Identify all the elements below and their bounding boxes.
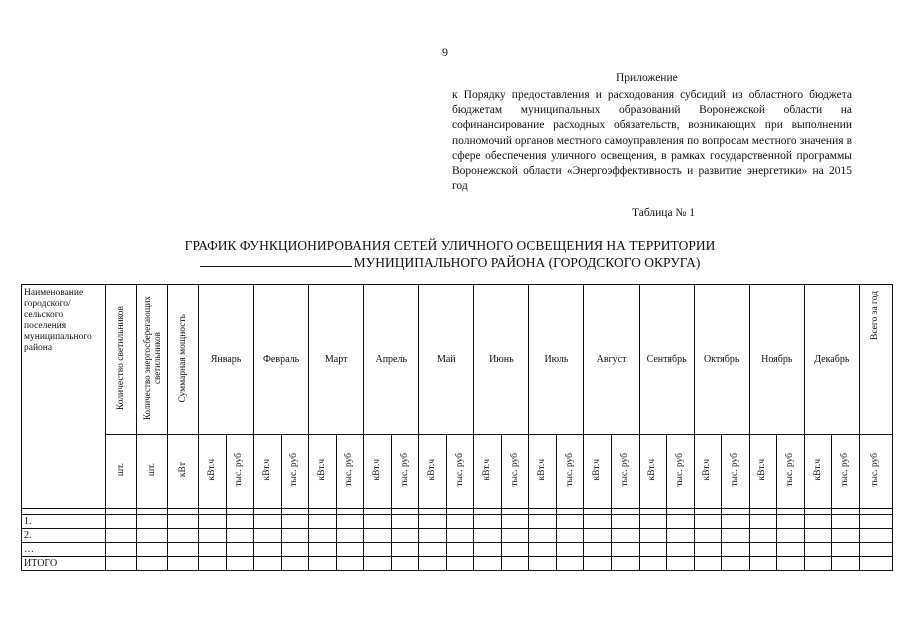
unit-text: тыс. руб: [729, 453, 740, 487]
appendix-title: Приложение: [616, 72, 678, 84]
table-cell: [364, 515, 392, 529]
table-cell: [446, 515, 474, 529]
unit-rub: [446, 435, 474, 509]
table-cell: [419, 529, 447, 543]
table-cell: [168, 529, 199, 543]
table-cell: [612, 515, 640, 529]
document-title: [150, 238, 750, 271]
table-header-row-2: [22, 435, 893, 509]
unit-text: тыс. руб: [870, 453, 881, 487]
table-cell: [137, 557, 168, 571]
table-cell: [529, 515, 557, 529]
table-cell: [667, 543, 695, 557]
month-header: Ноябрь: [749, 285, 804, 435]
table-cell: [501, 557, 529, 571]
table-cell: [419, 515, 447, 529]
unit-rub: [667, 435, 695, 509]
unit-text: кВт.ч: [427, 459, 438, 481]
table-row: [22, 515, 893, 529]
row-label: 2.: [22, 529, 106, 543]
table-cell: [556, 515, 584, 529]
table-cell: [391, 557, 419, 571]
table-row: [22, 543, 893, 557]
table-cell: [419, 557, 447, 571]
header-total-power-text: Суммарная мощность: [177, 313, 188, 403]
header-lamp-count-text: Количество светильников: [115, 305, 126, 411]
unit-text: тыс. руб: [399, 453, 410, 487]
table-cell: [474, 529, 502, 543]
table-cell: [556, 529, 584, 543]
unit-rub: [832, 435, 860, 509]
table-row: [22, 529, 893, 543]
table-cell: [612, 543, 640, 557]
table-cell: [667, 557, 695, 571]
table-cell: [391, 515, 419, 529]
month-header: Апрель: [364, 285, 419, 435]
unit-kwh: [199, 435, 227, 509]
table-cell: [832, 543, 860, 557]
table-cell: [106, 557, 137, 571]
month-header: Январь: [199, 285, 254, 435]
month-header: Август: [584, 285, 639, 435]
table-cell: [777, 543, 805, 557]
schedule-table: [21, 284, 893, 571]
table-cell: [584, 529, 612, 543]
unit-text: кВт.ч: [702, 459, 713, 481]
table-cell: [137, 529, 168, 543]
table-cell: [639, 529, 667, 543]
table-cell: [529, 529, 557, 543]
table-cell: [168, 543, 199, 557]
unit-text: кВт.ч: [592, 459, 603, 481]
table-cell: [749, 529, 777, 543]
unit-rub: [556, 435, 584, 509]
table-cell: [804, 543, 832, 557]
table-cell: [309, 543, 337, 557]
table-cell: [391, 529, 419, 543]
table-cell: [254, 543, 282, 557]
title-blank-line: [200, 254, 352, 267]
unit-kwh: [364, 435, 392, 509]
table-cell: [777, 515, 805, 529]
unit-kwh: [804, 435, 832, 509]
table-cell: [722, 543, 750, 557]
unit-text: кВт.ч: [206, 459, 217, 481]
appendix-text: к Порядку предоставления и расходования субсидий из областного бюджета бюджетам муниципальных образований Воронежской области на софинансирование расходных обязательств, возникающих при выполнении полномочий органов местного самоуправления по вопросам местного значения в сфере обеспечения уличного освещения, в рамках государственной программы Воронежской области «Энергоэффективность и развитие энергетики» на 2015 год: [452, 89, 852, 193]
month-header: Февраль: [254, 285, 309, 435]
table-cell: [137, 515, 168, 529]
table-cell: [859, 515, 892, 529]
table-cell: [832, 557, 860, 571]
unit-kwh: [639, 435, 667, 509]
document-title-line2: МУНИЦИПАЛЬНОГО РАЙОНА (ГОРОДСКОГО ОКРУГА): [353, 255, 701, 270]
table-cell: [364, 543, 392, 557]
table-cell: [639, 557, 667, 571]
table-cell: [859, 543, 892, 557]
table-cell: [749, 557, 777, 571]
table-cell: [474, 543, 502, 557]
table-cell: [254, 529, 282, 543]
table-cell: [137, 543, 168, 557]
table-row: [22, 557, 893, 571]
unit-kwh: [694, 435, 722, 509]
table-cell: [254, 557, 282, 571]
table-cell: [804, 529, 832, 543]
unit-text: кВт.ч: [537, 459, 548, 481]
row-label: …: [22, 543, 106, 557]
table-cell: [777, 557, 805, 571]
table-cell: [199, 543, 227, 557]
unit-text: кВт.ч: [316, 459, 327, 481]
table-cell: [722, 529, 750, 543]
table-cell: [391, 543, 419, 557]
unit-text: кВт.ч: [261, 459, 272, 481]
table-cell: [694, 515, 722, 529]
unit-rub: [336, 435, 364, 509]
unit-kwh: [584, 435, 612, 509]
unit-text: кВт.ч: [812, 459, 823, 481]
table-cell: [529, 557, 557, 571]
table-cell: [584, 557, 612, 571]
table-cell: [584, 543, 612, 557]
unit-text: тыс. руб: [840, 453, 851, 487]
unit-lamp-count: [106, 435, 137, 509]
table-cell: [667, 529, 695, 543]
table-cell: [336, 515, 364, 529]
table-cell: [446, 557, 474, 571]
table-cell: [254, 515, 282, 529]
header-efficient-lamp-count-text: Количество энергосберегающих светильников: [142, 296, 162, 420]
table-cell: [199, 529, 227, 543]
unit-text: тыс. руб: [344, 453, 355, 487]
document-title-line1: ГРАФИК ФУНКЦИОНИРОВАНИЯ СЕТЕЙ УЛИЧНОГО ОСВЕЩЕНИЯ НА ТЕРРИТОРИИ: [184, 238, 716, 253]
unit-text: тыс. руб: [234, 453, 245, 487]
table-cell: [722, 515, 750, 529]
unit-text: шт.: [146, 463, 157, 477]
table-cell: [804, 515, 832, 529]
table-cell: [612, 557, 640, 571]
table-cell: [556, 557, 584, 571]
row-label: ИТОГО: [22, 557, 106, 571]
table-cell: [639, 543, 667, 557]
unit-rub: [722, 435, 750, 509]
unit-rub: [226, 435, 254, 509]
unit-rub: [281, 435, 309, 509]
unit-total-power: [168, 435, 199, 509]
unit-text: кВт.ч: [482, 459, 493, 481]
unit-rub: [391, 435, 419, 509]
page-number: 9: [442, 45, 448, 59]
table-cell: [474, 557, 502, 571]
unit-year-total: [859, 435, 892, 509]
header-settlement-name: Наименование городского/ сельского поселения муниципального района: [22, 285, 106, 509]
table-cell: [309, 529, 337, 543]
unit-rub: [777, 435, 805, 509]
unit-text: кВт.ч: [371, 459, 382, 481]
month-header: Июль: [529, 285, 584, 435]
unit-text: тыс. руб: [454, 453, 465, 487]
table-cell: [226, 543, 254, 557]
table-cell: [749, 515, 777, 529]
table-cell: [364, 557, 392, 571]
unit-rub: [501, 435, 529, 509]
table-cell: [832, 529, 860, 543]
table-cell: [749, 543, 777, 557]
table-cell: [584, 515, 612, 529]
table-cell: [226, 515, 254, 529]
table-cell: [336, 529, 364, 543]
unit-text: кВт.ч: [647, 459, 658, 481]
table-cell: [419, 543, 447, 557]
month-header: Июнь: [474, 285, 529, 435]
header-efficient-lamp-count: [137, 285, 168, 435]
table-number: Таблица № 1: [632, 207, 696, 219]
header-year-total: [859, 285, 892, 435]
table-cell: [556, 543, 584, 557]
month-header: Март: [309, 285, 364, 435]
table-cell: [804, 557, 832, 571]
unit-text: тыс. руб: [674, 453, 685, 487]
table-cell: [199, 515, 227, 529]
table-cell: [106, 543, 137, 557]
table-cell: [281, 529, 309, 543]
unit-kwh: [254, 435, 282, 509]
month-header: Май: [419, 285, 474, 435]
table-cell: [106, 529, 137, 543]
month-header: Декабрь: [804, 285, 859, 435]
unit-text: кВт: [177, 462, 188, 478]
unit-text: тыс. руб: [619, 453, 630, 487]
table-cell: [226, 557, 254, 571]
table-cell: [501, 529, 529, 543]
header-lamp-count: [106, 285, 137, 435]
unit-text: тыс. руб: [564, 453, 575, 487]
unit-kwh: [309, 435, 337, 509]
table-cell: [501, 543, 529, 557]
table-cell: [859, 557, 892, 571]
header-total-power: [168, 285, 199, 435]
month-header: Сентябрь: [639, 285, 694, 435]
table-cell: [667, 515, 695, 529]
table-cell: [832, 515, 860, 529]
table-header-row-1: [22, 285, 893, 435]
table-cell: [859, 529, 892, 543]
table-cell: [501, 515, 529, 529]
unit-text: тыс. руб: [785, 453, 795, 487]
table-cell: [281, 543, 309, 557]
unit-text: шт.: [115, 463, 126, 477]
table-cell: [199, 557, 227, 571]
unit-efficient-lamp-count: [137, 435, 168, 509]
table-cell: [446, 529, 474, 543]
header-year-total-text: Всего за год: [870, 291, 881, 340]
table-cell: [639, 515, 667, 529]
row-label: 1.: [22, 515, 106, 529]
table-cell: [364, 529, 392, 543]
unit-kwh: [419, 435, 447, 509]
table-cell: [694, 529, 722, 543]
table-cell: [168, 557, 199, 571]
table-cell: [281, 515, 309, 529]
table-cell: [777, 529, 805, 543]
table-cell: [722, 557, 750, 571]
unit-kwh: [474, 435, 502, 509]
table-cell: [309, 557, 337, 571]
unit-text: кВт.ч: [757, 459, 768, 481]
unit-text: тыс. руб: [289, 453, 300, 487]
table-cell: [529, 543, 557, 557]
table-cell: [694, 557, 722, 571]
unit-text: тыс. руб: [509, 453, 520, 487]
table-cell: [336, 557, 364, 571]
unit-kwh: [749, 435, 777, 509]
table-cell: [168, 515, 199, 529]
month-header: Октябрь: [694, 285, 749, 435]
unit-rub: [612, 435, 640, 509]
table-cell: [281, 557, 309, 571]
table-cell: [474, 515, 502, 529]
table-cell: [612, 529, 640, 543]
table-cell: [226, 529, 254, 543]
table-cell: [446, 543, 474, 557]
table-cell: [336, 543, 364, 557]
table-cell: [309, 515, 337, 529]
table-cell: [106, 515, 137, 529]
table-cell: [694, 543, 722, 557]
document-title-line2-wrap: [150, 254, 750, 271]
unit-kwh: [529, 435, 557, 509]
